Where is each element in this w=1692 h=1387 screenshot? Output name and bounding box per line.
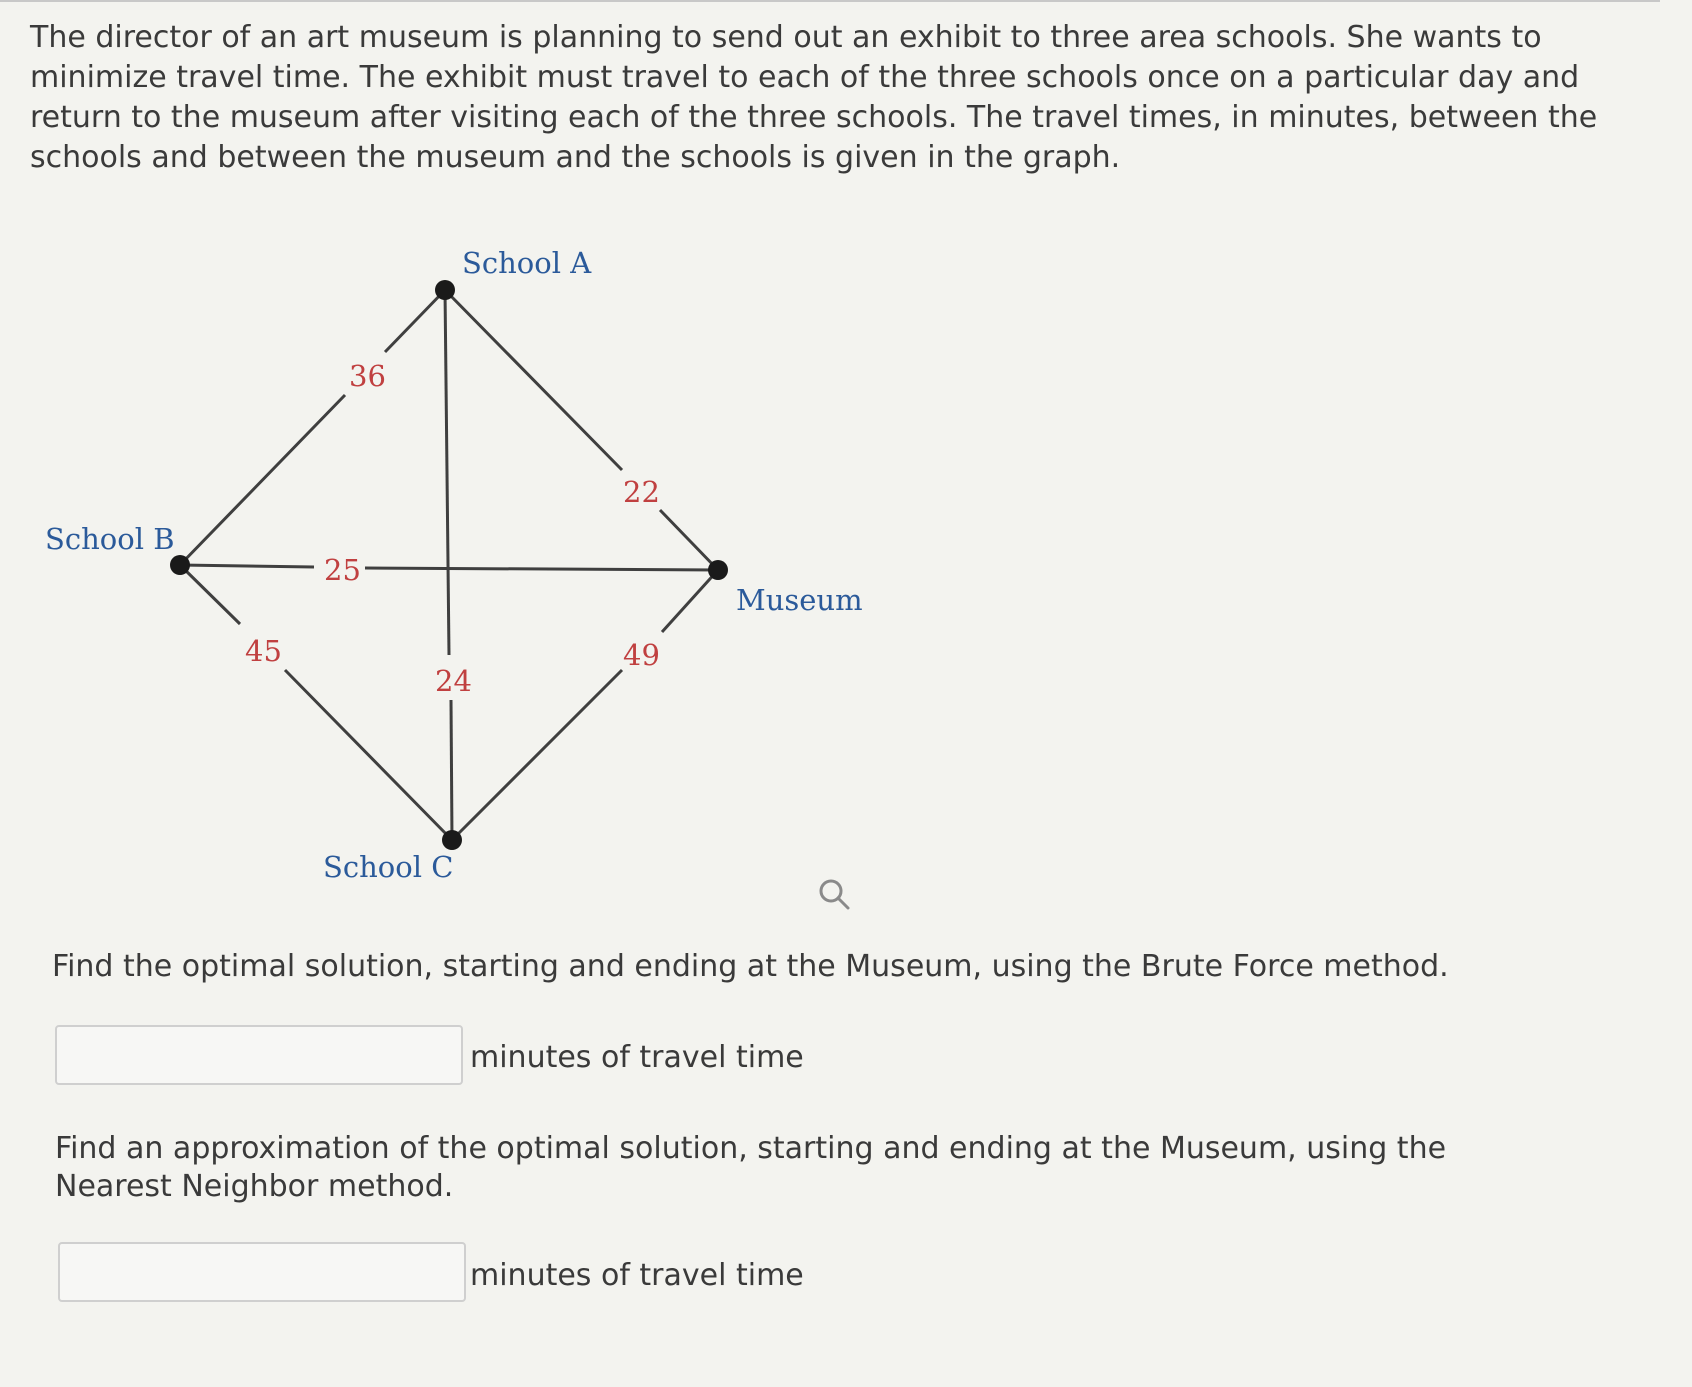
brute-force-answer-input[interactable] [55,1025,463,1085]
edge-a-c [445,290,452,840]
node-museum [708,560,728,580]
brute-force-unit-label: minutes of travel time [470,1040,804,1075]
magnifier-icon[interactable] [815,875,855,915]
label-school-b: School B [45,522,175,556]
nearest-neighbor-unit-label: minutes of travel time [470,1258,804,1293]
label-school-a: School A [462,246,592,280]
question-brute-force: Find the optimal solution, starting and ending at the Museum, using the Brute Force method. [52,949,1449,984]
question-nearest-neighbor: Find an approximation of the optimal solution, starting and ending at the Museum, using the Nearest Neighbor method. [55,1131,1447,1204]
weight-c-museum: 49 [623,638,660,672]
weight-b-museum: 25 [324,553,361,587]
weight-a-museum: 22 [623,475,660,509]
label-school-c: School C [323,850,454,884]
edge-a-b [180,290,445,565]
node-school-a [435,280,455,300]
weight-b-c: 45 [245,634,282,668]
label-museum: Museum [736,583,863,617]
edge-b-c [180,565,452,840]
node-school-b [170,555,190,575]
weight-a-b: 36 [349,359,386,393]
node-school-c [442,830,462,850]
weight-a-c: 24 [435,664,472,698]
edge-c-museum [452,570,718,840]
problem-intro: The director of an art museum is planning to send out an exhibit to three area schools. She wants to minimize travel time. The exhibit must travel to each of the three schools once on a particular day and return to the museum after visiting each of the three schools. The travel times, in minutes, between the schools and between the museum and the schools is given in the graph. [30,20,1598,175]
edge-a-museum [445,290,718,570]
nearest-neighbor-answer-input[interactable] [58,1242,466,1302]
